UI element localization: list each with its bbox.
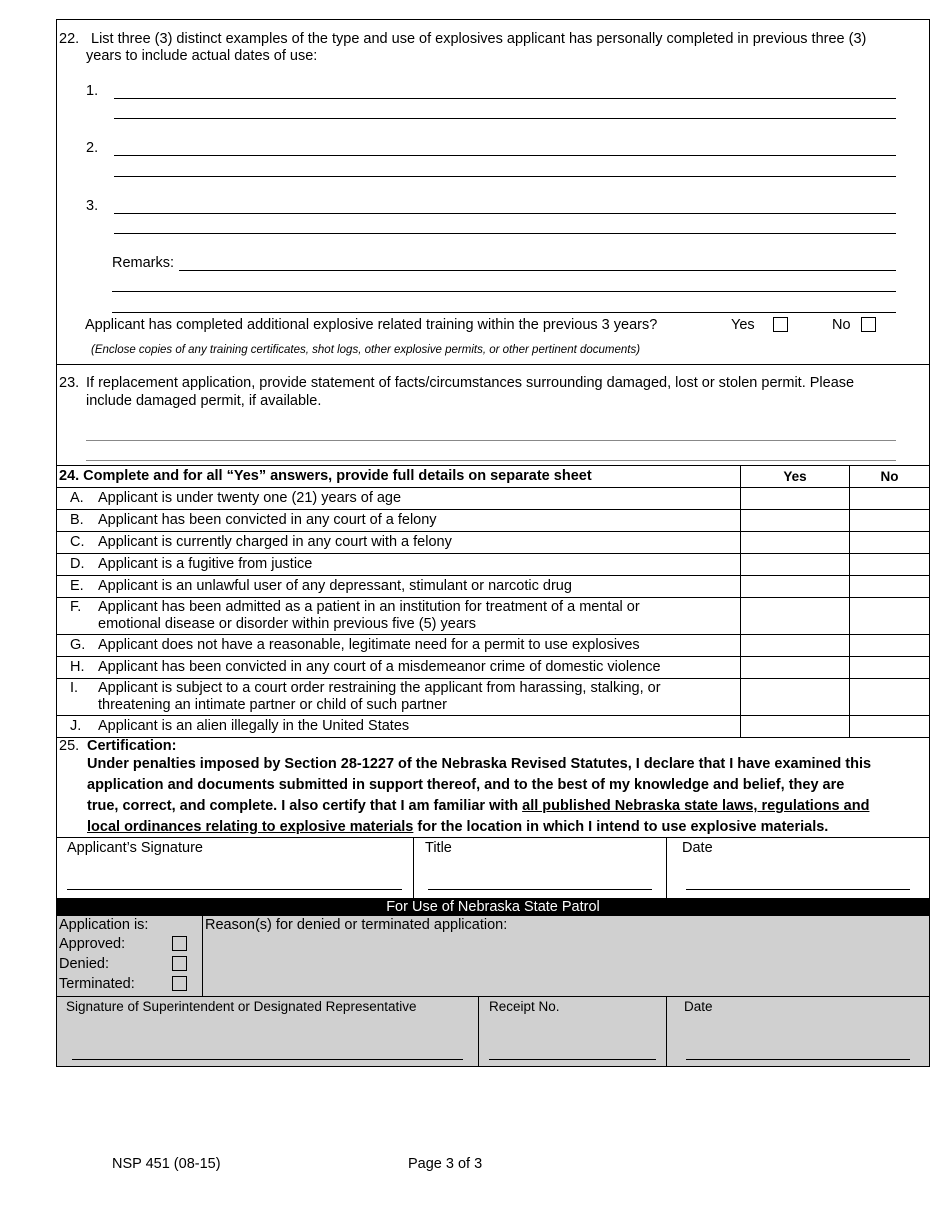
nsp-application-is: Application is: [59,917,149,933]
q25-line3-plain: true, correct, and complete. I also certify that I am familiar with [87,798,523,814]
q24-row-f-no-cell[interactable] [850,598,930,633]
q24-row-a-letter: A. [70,490,84,506]
q22-training-no-label: No [832,317,851,333]
q24-row-c-letter: C. [70,534,85,550]
q24-row-d-letter: D. [70,556,85,572]
q24-row-g-letter: G. [70,637,86,653]
divider-25-signature [56,837,930,838]
q25-title: Certification: [87,738,177,754]
q24-row-f-yes-cell[interactable] [741,598,849,633]
q23-number: 23. [59,375,80,391]
title-label: Title [425,840,452,856]
applicant-signature-label: Applicant’s Signature [67,840,203,856]
nsp-terminated-label: Terminated: [59,976,135,992]
q25-line1: Under penalties imposed by Section 28-1227 of the Nebraska Revised Statutes, I declare that I have examined this [87,756,872,772]
nsp-reasons-field[interactable] [205,936,925,994]
nsp-date-line[interactable] [686,1059,910,1060]
q24-row-f-text-line2: emotional disease or disorder within previous five (5) years [98,616,476,632]
q24-no-column-header: No [880,469,899,484]
q22-remarks-line[interactable] [179,270,896,271]
footer-form-id: NSP 451 (08-15) [112,1156,221,1172]
q24-row-j-text: Applicant is an alien illegally in the United States [98,718,410,734]
q24-row-a-text: Applicant is under twenty one (21) years of age [98,490,402,506]
q24-row-d-yes-cell[interactable] [741,554,849,575]
q24-row-g-no-cell[interactable] [850,635,930,656]
q24-row-i-no-cell[interactable] [850,679,930,714]
q22-text-line1: List three (3) distinct examples of the type and use of explosives applicant has personally completed in previous three (3) [91,31,867,47]
q25-line3-underlined: all published Nebraska state laws, regulations and [522,798,870,814]
q24-row-g-text: Applicant does not have a reasonable, legitimate need for a permit to use explosives [98,637,640,653]
q24-row-d-no-cell[interactable] [850,554,930,575]
q24-row-c-text: Applicant is currently charged in any court with a felony [98,534,452,550]
q22-item-2-line[interactable] [114,155,896,156]
q23-text-line2: include damaged permit, if available. [86,393,322,409]
q24-row-h-yes-cell[interactable] [741,657,849,678]
q24-row-j-no-cell[interactable] [850,716,930,737]
divider-22-23 [56,364,930,365]
q25-line4-plain: for the location in which I intend to use explosive materials. [413,819,829,835]
nsp-denied-label: Denied: [59,956,109,972]
q25-number: 25. [59,738,80,754]
q24-row-e-text: Applicant is an unlawful user of any depressant, stimulant or narcotic drug [98,578,572,594]
footer-page-number: Page 3 of 3 [408,1156,483,1172]
q24-row-c-yes-cell[interactable] [741,532,849,553]
q22-training-yes-label: Yes [731,317,755,333]
q22-item-2-label: 2. [86,140,99,156]
q24-row-divider [56,737,930,738]
q23-text-line1: If replacement application, provide statement of facts/circumstances surrounding damaged, lost or stolen permit. Please [86,375,855,391]
q22-number: 22. [59,31,80,47]
q24-row-i-text-line1: Applicant is subject to a court order restraining the applicant from harassing, stalking, or [98,680,661,696]
q24-row-b-letter: B. [70,512,84,528]
nsp-status-divider [202,916,203,996]
q24-row-a-no-cell[interactable] [850,488,930,509]
q24-row-f-text-line1: Applicant has been admitted as a patient in an institution for treatment of a mental or [98,599,640,615]
q24-row-i-yes-cell[interactable] [741,679,849,714]
q24-row-e-no-cell[interactable] [850,576,930,597]
q24-row-g-yes-cell[interactable] [741,635,849,656]
signature-divider-2 [666,837,667,899]
q24-yes-column-header: Yes [783,469,807,484]
q24-row-h-letter: H. [70,659,85,675]
q22-enclose-note: (Enclose copies of any training certificates, shot logs, other explosive permits, or other pertinent documents) [91,344,641,356]
date-line[interactable] [686,889,910,890]
q24-row-a-yes-cell[interactable] [741,488,849,509]
nsp-denied-checkbox[interactable] [172,956,187,971]
q24-row-b-no-cell[interactable] [850,510,930,531]
q24-row-j-letter: J. [70,718,82,734]
q22-item-2-line2[interactable] [114,176,896,177]
q24-row-c-no-cell[interactable] [850,532,930,553]
q22-training-question: Applicant has completed additional explosive related training within the previous 3 years? [85,317,658,333]
nsp-title-bar [56,898,930,916]
signature-divider-1 [413,837,414,899]
q24-row-j-yes-cell[interactable] [741,716,849,737]
q24-row-h-no-cell[interactable] [850,657,930,678]
q22-training-yes-checkbox[interactable] [773,317,788,332]
q25-line2: application and documents submitted in support thereof, and to the best of my knowledge and belief, they are [87,777,845,793]
q25-line4-underlined: local ordinances relating to explosive materials [87,819,414,835]
q22-item-1-line[interactable] [114,98,896,99]
q24-row-f-letter: F. [70,599,82,615]
q22-item-3-line[interactable] [114,213,896,214]
applicant-signature-line[interactable] [67,889,402,890]
nsp-date-label: Date [684,999,713,1014]
nsp-bottom-divider [56,996,930,997]
nsp-receipt-label: Receipt No. [489,999,560,1014]
q22-remarks-line3[interactable] [112,312,896,313]
nsp-sig-divider-2 [666,996,667,1067]
q24-row-e-letter: E. [70,578,84,594]
nsp-superintendent-label: Signature of Superintendent or Designated Representative [66,999,417,1014]
q24-row-h-text: Applicant has been convicted in any court of a misdemeanor crime of domestic violence [98,659,661,675]
q24-row-i-letter: I. [70,680,79,696]
title-line[interactable] [428,889,652,890]
nsp-sig-divider-1 [478,996,479,1067]
q23-answer-line2[interactable] [86,460,896,461]
nsp-approved-label: Approved: [59,936,126,952]
q23-answer-line1[interactable] [86,440,896,441]
nsp-superintendent-line[interactable] [72,1059,463,1060]
q24-row-i-text-line2: threatening an intimate partner or child of such partner [98,697,448,713]
nsp-terminated-checkbox[interactable] [172,976,187,991]
nsp-title: For Use of Nebraska State Patrol [386,899,600,915]
q22-training-no-checkbox[interactable] [861,317,876,332]
q24-row-d-text: Applicant is a fugitive from justice [98,556,313,572]
q24-header: 24. Complete and for all “Yes” answers, provide full details on separate sheet [59,468,592,484]
date-label: Date [682,840,713,856]
nsp-reasons-label: Reason(s) for denied or terminated application: [205,917,508,933]
q25-line3 [87,797,869,815]
q24-row-b-text: Applicant has been convicted in any court of a felony [98,512,437,528]
q24-table-top [56,465,930,466]
q25-line4 [87,818,828,836]
q22-item-1-label: 1. [86,83,99,99]
q24-row-b-yes-cell[interactable] [741,510,849,531]
q22-item-3-line2[interactable] [114,233,896,234]
q22-text-line2: years to include actual dates of use: [86,48,318,64]
nsp-approved-checkbox[interactable] [172,936,187,951]
q22-remarks-label: Remarks: [112,255,175,271]
q22-item-3-label: 3. [86,198,99,214]
nsp-receipt-line[interactable] [489,1059,656,1060]
q24-row-e-yes-cell[interactable] [741,576,849,597]
q22-item-1-line2[interactable] [114,118,896,119]
q22-remarks-line2[interactable] [112,291,896,292]
